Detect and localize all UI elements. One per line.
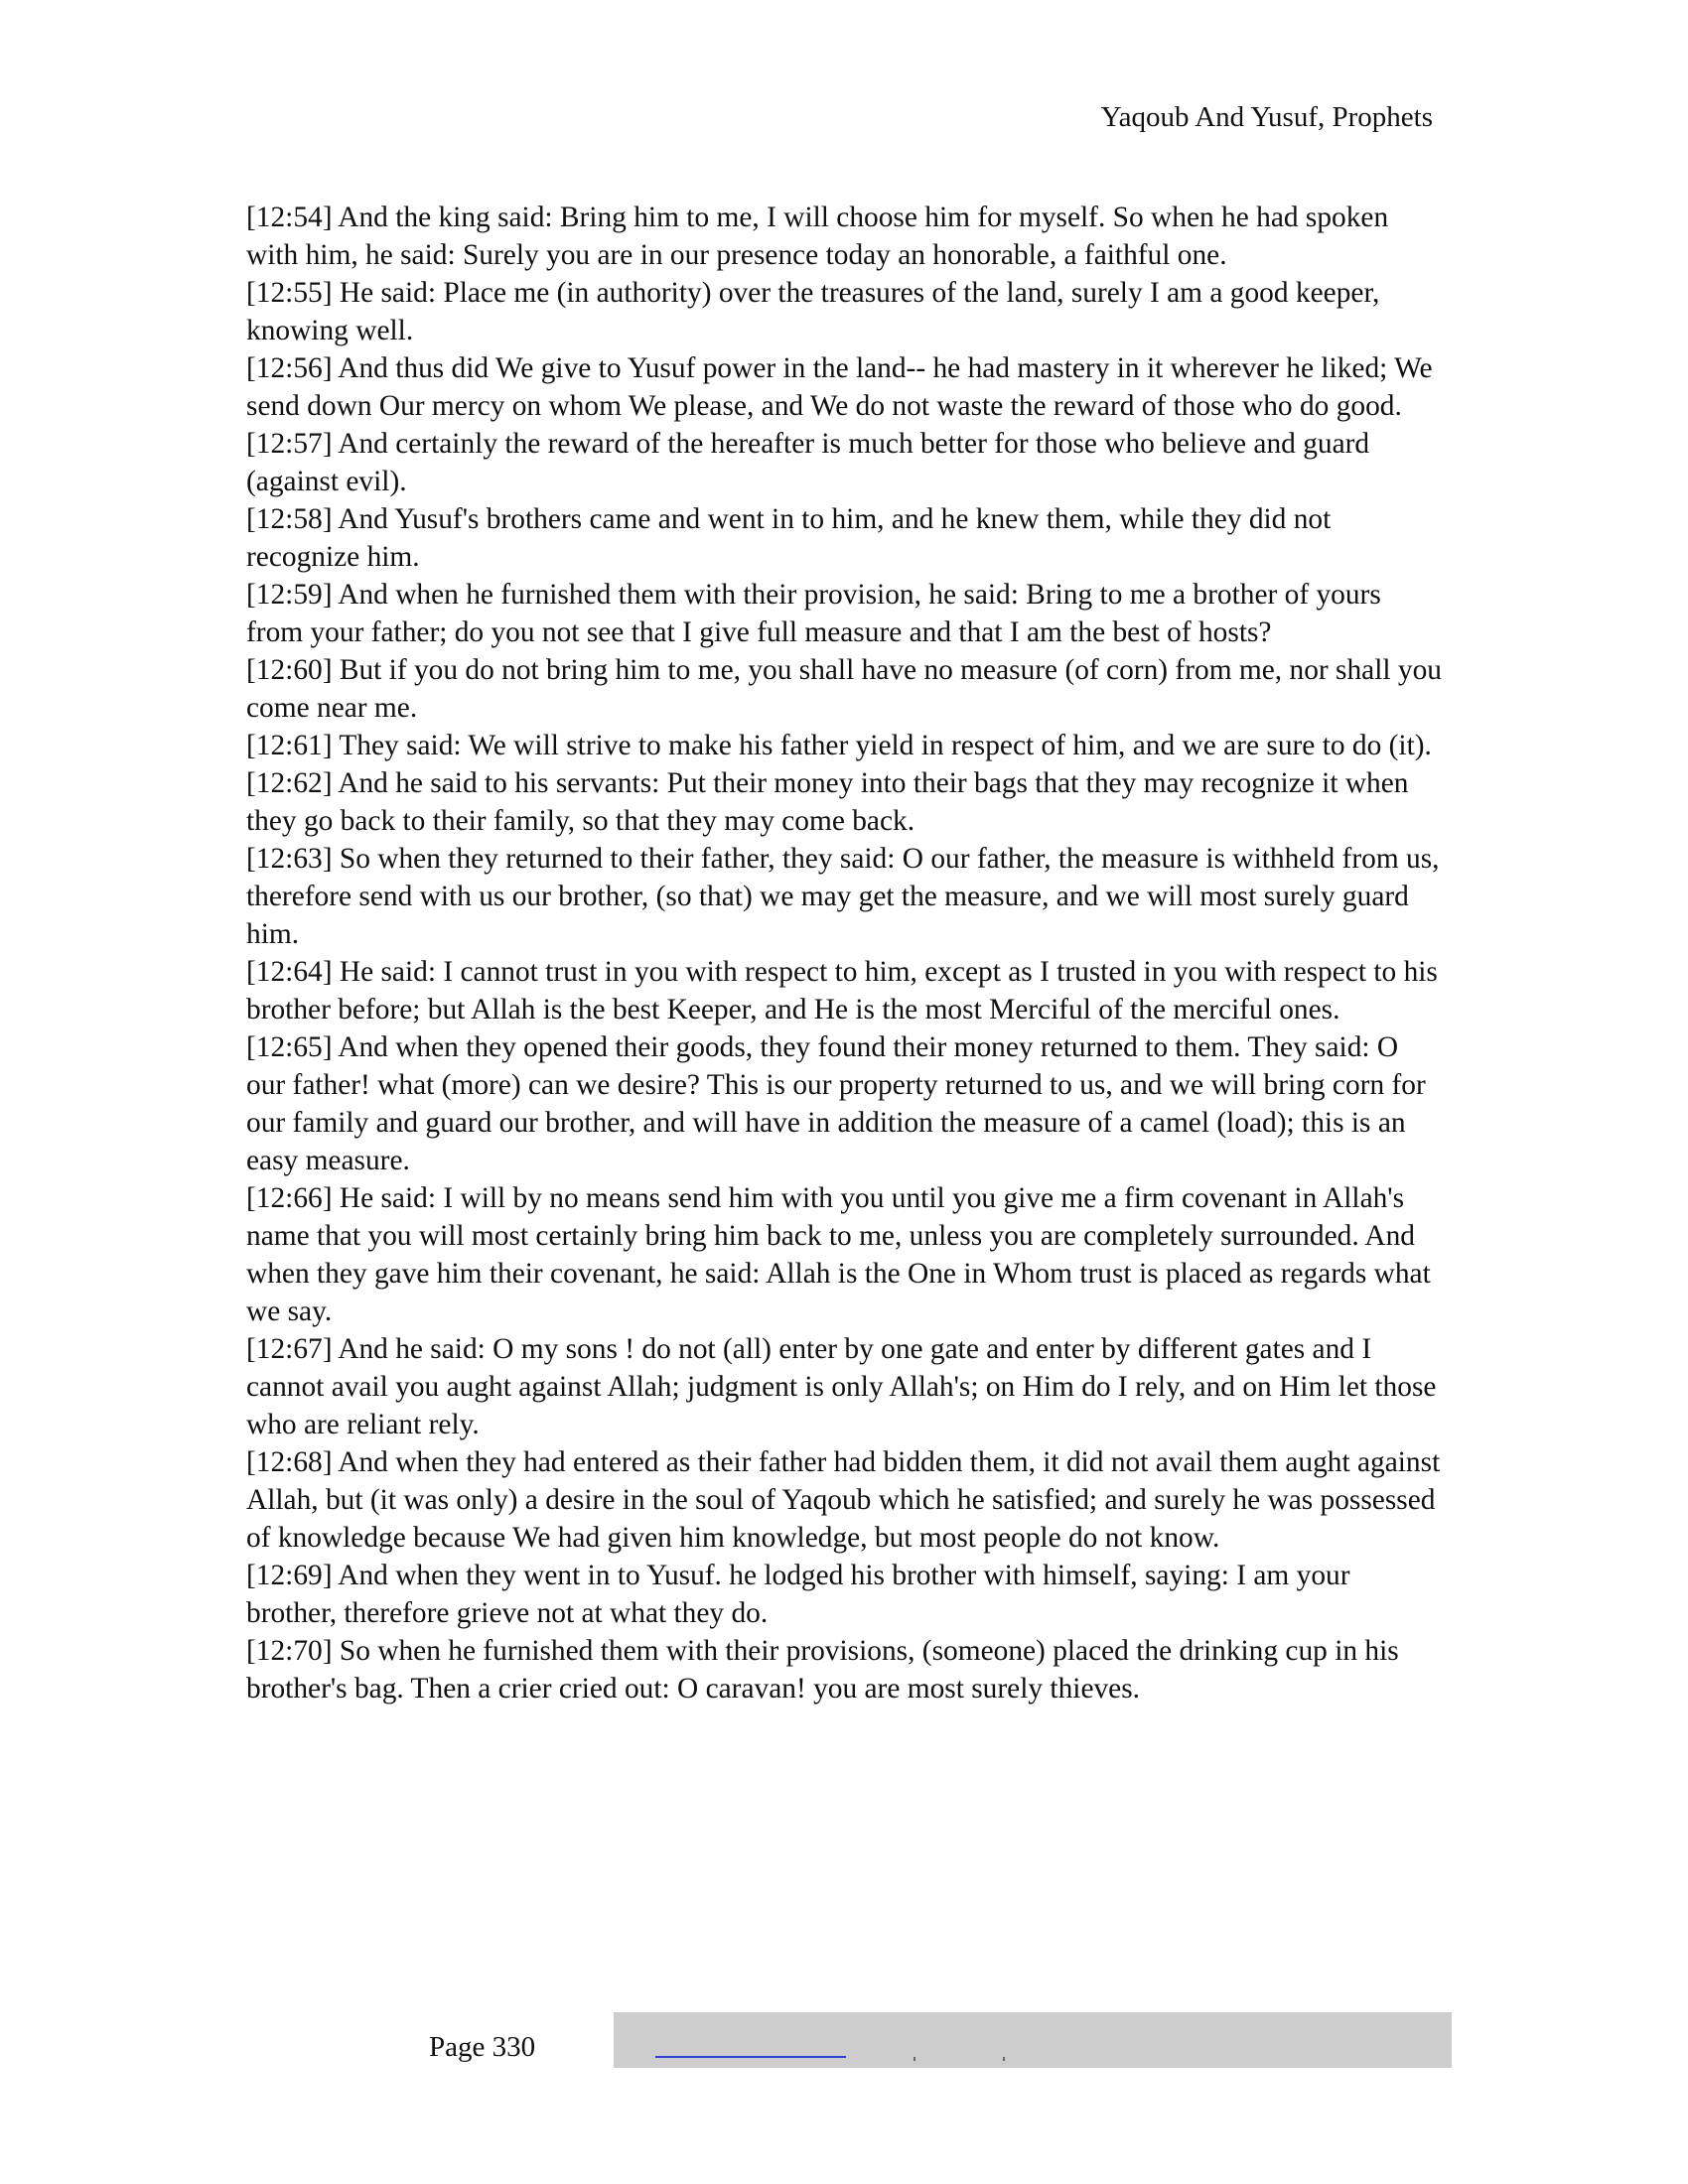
verse-12-58: [12:58] And Yusuf's brothers came and went in to him, and he knew them, while they did not recognize him. [246, 503, 1332, 573]
page-number: Page 330 [429, 2031, 536, 2063]
footer-mark [914, 2057, 915, 2061]
verse-12-68: [12:68] And when they had entered as their father had bidden them, it did not avail them aught against Allah, but (it was only) a desire in the soul of Yaqoub which he satisfied; and surely he was possessed of knowledge because We had given him knowledge, but most people do not know. [246, 1446, 1441, 1554]
verse-12-70: [12:70] So when he furnished them with their provisions, (someone) placed the drinking cup in his brother's bag. Then a crier cried out: O caravan! you are most surely thieves. [246, 1635, 1399, 1705]
verse-12-59: [12:59] And when he furnished them with their provision, he said: Bring to me a brother of yours from your father; do you not see that I give full measure and that I am the best of hosts? [246, 579, 1381, 648]
verse-12-61: [12:61] They said: We will strive to make his father yield in respect of him, and we are sure to do (it). [246, 730, 1432, 761]
verse-12-64: [12:64] He said: I cannot trust in you with respect to him, except as I trusted in you with respect to his brother before; but Allah is the best Keeper, and He is the most Merciful of the merciful ones. [246, 956, 1438, 1025]
verse-12-56: [12:56] And thus did We give to Yusuf power in the land-- he had mastery in it wherever he liked; We send down Our mercy on whom We please, and We do not waste the reward of those who do good. [246, 352, 1433, 422]
footer-bar [614, 2012, 1452, 2068]
verse-12-62: [12:62] And he said to his servants: Put their money into their bags that they may recognize it when they go back to their family, so that they may come back. [246, 767, 1409, 837]
verse-12-54: [12:54] And the king said: Bring him to me, I will choose him for myself. So when he had spoken with him, he said: Surely you are in our presence today an honorable, a faithful one. [246, 202, 1389, 271]
verse-list [246, 199, 1444, 1707]
verse-12-63: [12:63] So when they returned to their father, they said: O our father, the measure is withheld from us, therefore send with us our brother, (so that) we may get the measure, and we will most surely guard him. [246, 843, 1440, 950]
verse-12-69: [12:69] And when they went in to Yusuf. he lodged his brother with himself, saying: I am your brother, therefore grieve not at what they do. [246, 1560, 1350, 1629]
footer-mark [1003, 2057, 1005, 2061]
running-header: Yaqoub And Yusuf, Prophets [1100, 101, 1433, 133]
verse-12-57: [12:57] And certainly the reward of the hereafter is much better for those who believe and guard (against evil). [246, 428, 1370, 497]
verse-12-67: [12:67] And he said: O my sons ! do not (all) enter by one gate and enter by different gates and I cannot avail you aught against Allah; judgment is only Allah's; on Him do I rely, and on Him let those who are reliant rely. [246, 1333, 1437, 1440]
verse-12-55: [12:55] He said: Place me (in authority) over the treasures of the land, surely I am a good keeper, knowing well. [246, 277, 1380, 346]
footer-link[interactable] [655, 2056, 846, 2058]
verse-12-66: [12:66] He said: I will by no means send him with you until you give me a firm covenant in Allah's name that you will most certainly bring him back to me, unless you are completely surrounded. And when they gave him their covenant, he said: Allah is the One in Whom trust is placed as regards what we say. [246, 1182, 1431, 1327]
verse-12-65: [12:65] And when they opened their goods, they found their money returned to them. They said: O our father! what (more) can we desire? This is our property returned to us, and we will bring corn for our family and guard our brother, and will have in addition the measure of a camel (load); this is an easy measure. [246, 1031, 1426, 1176]
verse-12-60: [12:60] But if you do not bring him to me, you shall have no measure (of corn) from me, nor shall you come near me. [246, 654, 1442, 724]
